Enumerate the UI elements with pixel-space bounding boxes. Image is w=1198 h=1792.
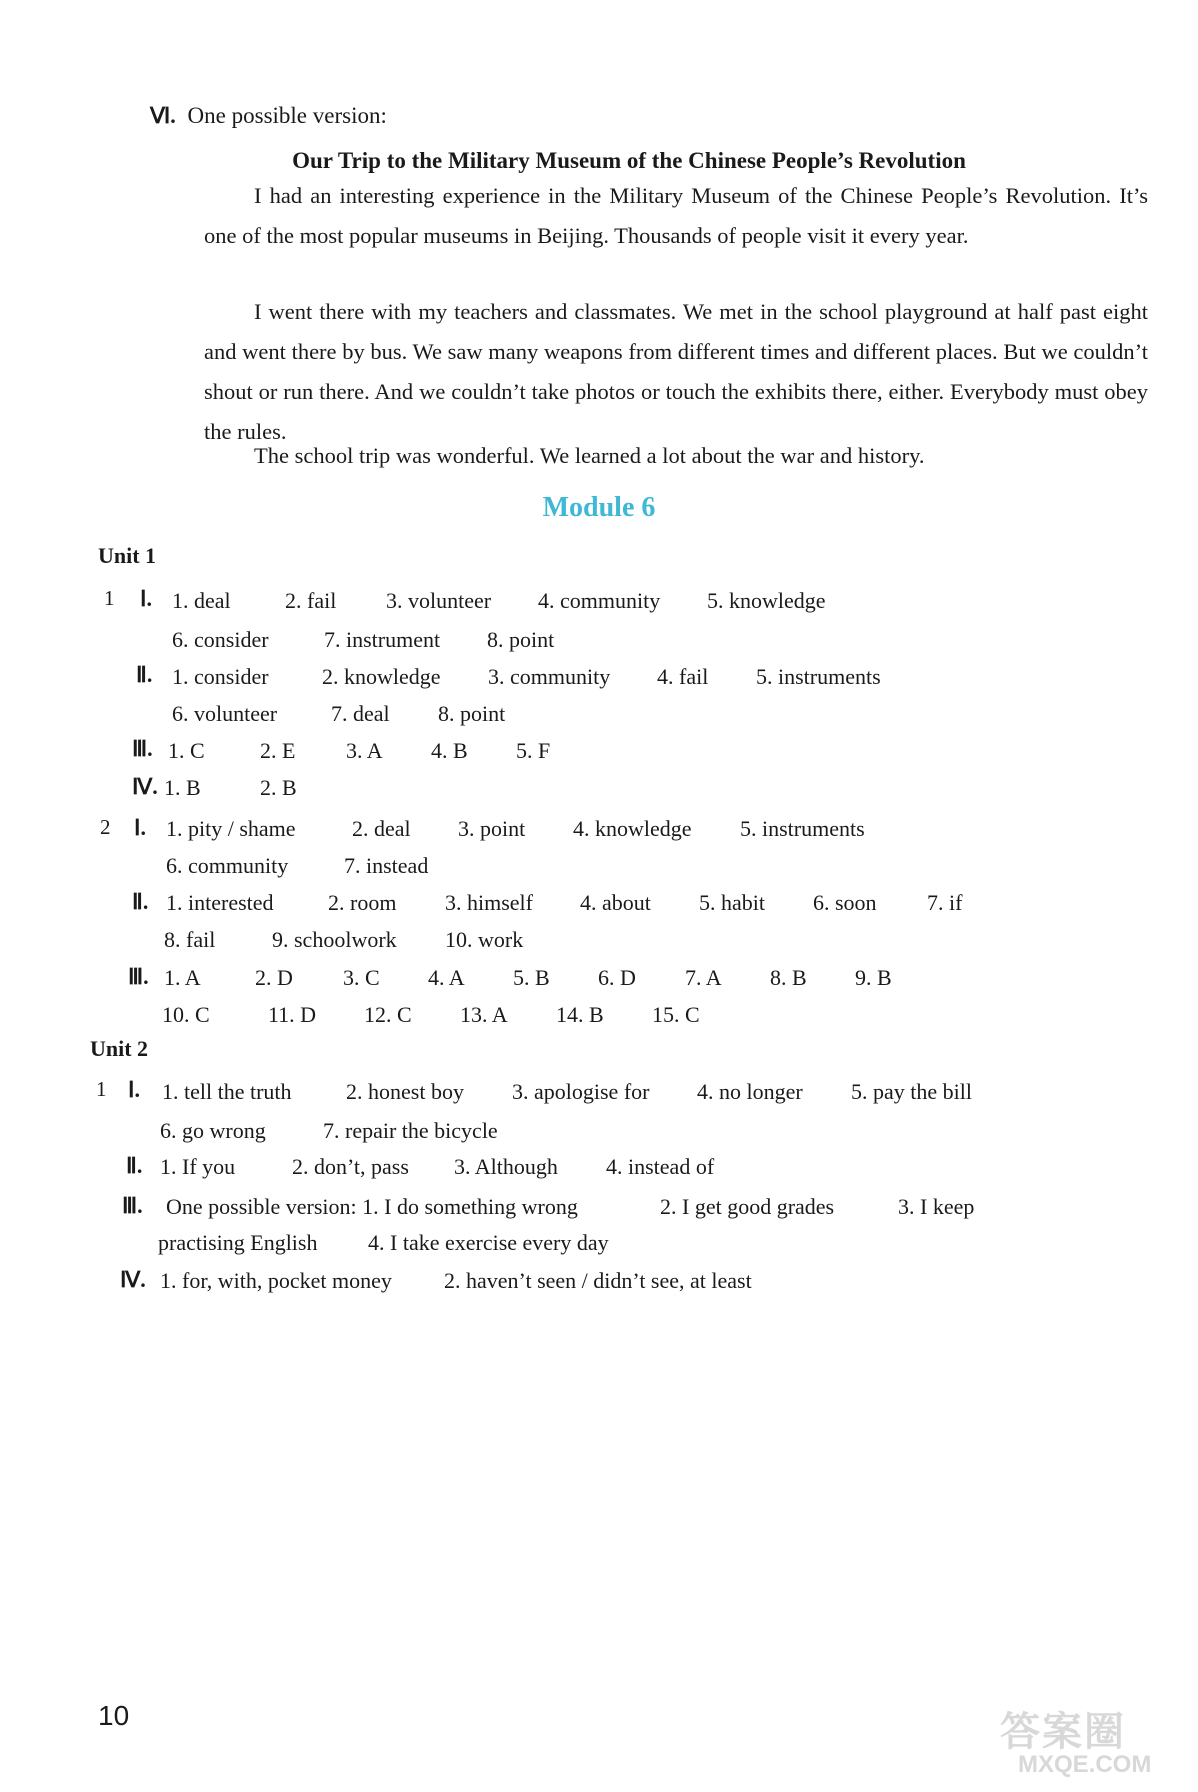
answer-item: 2. don’t, pass [292, 1154, 409, 1179]
answer-item: 3. Although [454, 1154, 558, 1179]
answer-item: 5. instruments [756, 664, 881, 689]
answer-item: 6. D [598, 965, 636, 990]
answer-item: 6. community [166, 853, 289, 878]
answer-item: 10. work [445, 927, 524, 952]
answer-item: 7. instrument [324, 627, 441, 652]
answer-item: 6. consider [172, 627, 269, 652]
answer-item: 2. B [260, 775, 297, 800]
module-title: Module 6 [542, 492, 656, 523]
answer-item: 9. B [855, 965, 892, 990]
watermark-text-bottom: MXQE.COM [1018, 1751, 1152, 1778]
answer-item: 1. deal [172, 588, 231, 613]
answer-item: 8. point [487, 627, 555, 652]
unit-2-section-ii-numeral: Ⅱ. [126, 1153, 143, 1178]
section-vi-intro: One possible version: [187, 103, 387, 128]
answer-item: 11. D [268, 1002, 317, 1027]
section-vi-label [150, 103, 387, 129]
answer-item: 2. I get good grades [660, 1194, 835, 1219]
answer-item: 2. fail [285, 588, 337, 613]
answer-item: 15. C [652, 1002, 700, 1027]
unit-1-part-1-section-iv-numeral: Ⅳ. [132, 774, 158, 799]
answer-item: 5. F [516, 738, 551, 763]
unit-2-section-iii-numeral: Ⅲ. [122, 1193, 143, 1218]
watermark-logo [1000, 1700, 1151, 1779]
unit-1-part-2-section-ii-numeral: Ⅱ. [132, 889, 149, 914]
answer-item: 4. instead of [606, 1154, 715, 1179]
section-vi-numeral: Ⅵ. [150, 103, 176, 128]
answer-item: 3. community [488, 664, 611, 689]
answer-item: 1. for, with, pocket money [160, 1268, 392, 1293]
answer-item: 6. go wrong [160, 1118, 266, 1143]
answer-item: 3. apologise for [512, 1079, 650, 1104]
answer-item: 3. C [343, 965, 380, 990]
answer-item: 5. instruments [740, 816, 865, 841]
answer-item: 7. if [927, 890, 963, 915]
answer-item: 4. knowledge [573, 816, 692, 841]
unit-1-title: Unit 1 [98, 543, 157, 568]
answer-item: 2. haven’t seen / didn’t see, at least [444, 1268, 752, 1293]
answer-item: 2. honest boy [346, 1079, 464, 1104]
watermark-text-top: 答案圈 [1000, 1710, 1126, 1754]
unit-1-part-2-section-iii-numeral: Ⅲ. [128, 964, 149, 989]
unit-1-part-2-number: 2 [100, 815, 111, 839]
unit-1-part-1-number: 1 [104, 586, 115, 610]
answer-item: 8. point [438, 701, 506, 726]
answer-item: 3. volunteer [386, 588, 492, 613]
answer-item: 2. room [328, 890, 397, 915]
answer-item: 2. E [260, 738, 296, 763]
answer-item: 5. B [513, 965, 550, 990]
unit-2-section-i-numeral: Ⅰ. [128, 1077, 140, 1102]
essay-title: Our Trip to the Military Museum of the Chinese People’s Revolution [292, 148, 966, 173]
answer-item: 2. D [255, 965, 293, 990]
answer-item: 12. C [364, 1002, 412, 1027]
unit-2-title: Unit 2 [90, 1036, 149, 1061]
answer-item: 1. tell the truth [162, 1079, 292, 1104]
answer-item: 13. A [460, 1002, 508, 1027]
answer-item: practising English [158, 1230, 318, 1255]
unit-1-part-2-section-i-numeral: Ⅰ. [134, 815, 146, 840]
answer-item: 8. B [770, 965, 807, 990]
essay-paragraph-3: The school trip was wonderful. We learned a lot about the war and history. [254, 443, 925, 468]
answer-item: 8. fail [164, 927, 216, 952]
answer-item: 1. interested [166, 890, 274, 915]
answer-item: 7. instead [344, 853, 429, 878]
answer-item: 4. A [428, 965, 465, 990]
unit-1-part-1-section-iii-numeral: Ⅲ. [132, 736, 153, 761]
essay-paragraph-1: I had an interesting experience in the Military Museum of the Chinese People’s Revolution. It’s one of the most popular museums in Beijing. Thousands of people visit it every year. [204, 183, 1148, 248]
unit-2-part-1-number: 1 [96, 1077, 107, 1101]
unit-1-part-1-section-i-numeral: Ⅰ. [140, 586, 152, 611]
answer-item: 5. pay the bill [851, 1079, 972, 1104]
unit-2-section-iv-numeral: Ⅳ. [120, 1267, 146, 1292]
answer-item: 10. C [162, 1002, 210, 1027]
answer-item: 2. knowledge [322, 664, 441, 689]
answer-item: One possible version: 1. I do something wrong [166, 1194, 578, 1219]
answer-item: 5. habit [699, 890, 765, 915]
answer-item: 4. no longer [697, 1079, 803, 1104]
answer-item: 6. soon [813, 890, 877, 915]
answer-item: 1. pity / shame [166, 816, 296, 841]
answer-item: 7. repair the bicycle [323, 1118, 498, 1143]
page-number: 10 [98, 1700, 130, 1731]
answer-item: 9. schoolwork [272, 927, 397, 952]
answer-item: 1. A [164, 965, 201, 990]
answer-item: 1. consider [172, 664, 269, 689]
answer-item: 6. volunteer [172, 701, 278, 726]
answer-item: 3. himself [445, 890, 533, 915]
answer-item: 1. C [168, 738, 205, 763]
essay-paragraph-2: I went there with my teachers and classmates. We met in the school playground at half past eight and went there by bus. We saw many weapons from different times and different places. But we couldn’t shout or run there. And we couldn’t take photos or touch the exhibits there, either. Everybody must obey the rules. [204, 299, 1148, 444]
answer-item: 7. A [685, 965, 722, 990]
answer-item: 4. I take exercise every day [368, 1230, 609, 1255]
answer-item: 3. point [458, 816, 526, 841]
answer-item: 4. B [431, 738, 468, 763]
answer-item: 5. knowledge [707, 588, 826, 613]
answer-item: 14. B [556, 1002, 604, 1027]
answer-item: 4. about [580, 890, 651, 915]
answer-item: 2. deal [352, 816, 411, 841]
answer-item: 3. I keep [898, 1194, 975, 1219]
answer-item: 4. community [538, 588, 661, 613]
answer-item: 1. B [164, 775, 201, 800]
answer-item: 1. If you [160, 1154, 236, 1179]
answer-item: 3. A [346, 738, 383, 763]
answer-item: 7. deal [331, 701, 390, 726]
unit-1-part-1-section-ii-numeral: Ⅱ. [136, 662, 153, 687]
answer-item: 4. fail [657, 664, 709, 689]
